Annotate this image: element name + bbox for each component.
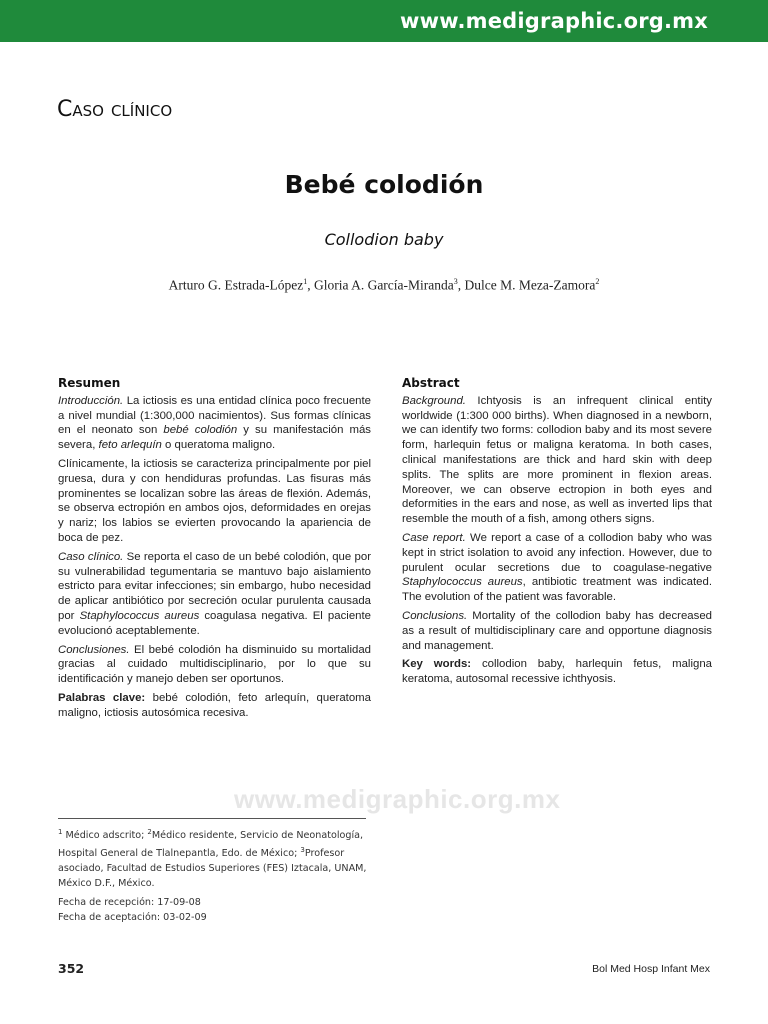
keywords-text: collodion baby, harlequin fetus, maligna keratoma, autosomal recessive ichthyosis. (402, 658, 712, 686)
accepted-date: Fecha de aceptación: 03-02-09 (58, 912, 207, 923)
paragraph-text: We report a case of a collodion baby who was kept in strict isolation to avoid any infection. However, due to purulent ocular secretions due to coagulase-negative (402, 531, 713, 574)
footnote-ref: 3 (300, 846, 305, 855)
site-url-link[interactable]: www.medigraphic.org.mx (400, 9, 708, 33)
section-label: Caso clínico (57, 97, 173, 122)
author-list (0, 277, 768, 294)
paragraph-text: , antibiotic treatment was indicated. The evolution of the patient was favorable. (402, 576, 712, 604)
watermark: www.medigraphic.org.mx (234, 784, 561, 814)
footnote-ref: 1 (58, 828, 63, 836)
keywords-label: Palabras clave: (58, 691, 146, 704)
emphasis-text: Staphylococcus aureus (402, 576, 523, 589)
footnote-text: Médico adscrito; (62, 830, 148, 842)
paragraph-label: Conclusions. (402, 609, 468, 622)
journal-name: Bol Med Hosp Infant Mex (592, 963, 710, 975)
resumen-paragraph: Clínicamente, la ictiosis se caracteriza principalmente por piel gruesa, dura y con hendiduras profundas. Las fisuras más prominentes se localizan sobre las áreas de flexión. Además, se observa ectropión en ambos ojos, deformidades en orejas y nariz; los labios se evierten provocando la apariencia de boca de pez. (58, 457, 371, 544)
article-subtitle: Collodion baby (324, 230, 444, 249)
footnote-text: Médico residente, Servicio de Neonatología, Hospital General de Tlalnepantla, Edo. de México; (58, 830, 364, 860)
paragraph-label: Background. (402, 394, 466, 407)
abstract-paragraph (402, 609, 712, 653)
article-title: Bebé colodión (284, 170, 484, 199)
paragraph-text: o queratoma maligno. (161, 439, 276, 452)
dates-block (58, 895, 207, 925)
paragraph-label: Introducción. (58, 394, 124, 407)
abstract-column (402, 376, 712, 691)
paragraph-text: coagulasa negativa. El paciente evolucionó aceptablemente. (58, 609, 371, 637)
author-ref: 2 (595, 277, 600, 286)
affiliations-footnote (58, 825, 368, 891)
author-name: Gloria A. García-Miranda (313, 277, 454, 293)
resumen-heading: Resumen (58, 376, 121, 390)
resumen-paragraph (58, 394, 371, 453)
footnote-ref: 2 (147, 828, 152, 836)
emphasis-text: bebé colodión (163, 424, 238, 437)
paragraph-text: Ichtyosis is an infrequent clinical entity worldwide (1:300 000 births). When diagnosed in a newborn, we can identify two forms: collodion baby and its most severe form, harlequin fetus or maligna keratoma. In both cases, clinical manifestations are thick and hard skin with deep splits. The splits are more prominent in flexion areas. Moreover, we can observe ectropion in both eyes and deformities in the ears and nose, as well as inverted lips that resemble the mouth of a fish, among others signs. (402, 394, 712, 526)
paragraph-text: El bebé colodión ha disminuido su mortalidad gracias al cuidado multidisciplinario, por lo que su identificación y manejo deben ser oportunos. (58, 643, 371, 686)
author-name: Arturo G. Estrada-López (168, 277, 304, 293)
header-bar (0, 0, 768, 42)
abstract-paragraph (402, 394, 712, 527)
emphasis-text: feto arlequín (98, 439, 162, 452)
paragraph-text: y su manifestación más severa, (58, 424, 372, 452)
footnote-divider (58, 818, 366, 819)
received-date: Fecha de recepción: 17-09-08 (58, 897, 201, 908)
author-separator: , (307, 277, 314, 293)
paragraph-label: Caso clínico. (58, 550, 124, 563)
paragraph-text: Se reporta el caso de un bebé colodión, que por su vulnerabilidad tegumentaria se mantuvo bajo aislamiento estricto para evitar infecciones; sin embargo, hubo necesidad de aplicar antibiótico por secreción ocular purulenta causada por (58, 550, 371, 622)
resumen-keywords (58, 691, 371, 721)
page-number: 352 (58, 961, 85, 976)
author-separator: , (457, 277, 465, 293)
abstract-paragraph (402, 531, 712, 605)
author-ref: 3 (453, 277, 458, 286)
footnote-text: Profesor asociado, Facultad de Estudios Superiores (FES) Iztacala, UNAM, México D.F., México. (58, 848, 367, 890)
author-name: Dulce M. Meza-Zamora (464, 277, 596, 293)
keywords-label: Key words: (402, 658, 472, 671)
paragraph-label: Conclusiones. (58, 643, 130, 656)
emphasis-text: Staphylococcus aureus (79, 609, 200, 622)
paragraph-label: Case report. (402, 531, 466, 544)
abstract-heading: Abstract (402, 376, 460, 390)
resumen-column (58, 376, 371, 725)
keywords-text: bebé colodión, feto arlequín, queratoma maligno, ictiosis autosómica recesiva. (58, 691, 371, 719)
author-ref: 1 (303, 277, 308, 286)
resumen-paragraph (58, 643, 371, 687)
resumen-paragraph (58, 550, 371, 639)
paragraph-text: Mortality of the collodion baby has decreased as a result of multidisciplinary care and opportune diagnosis and management. (402, 609, 712, 652)
abstract-keywords (402, 657, 712, 687)
paragraph-text: La ictiosis es una entidad clínica poco frecuente a nivel mundial (1:300,000 nacimientos). Sus formas clínicas en el neonato son (58, 394, 371, 437)
